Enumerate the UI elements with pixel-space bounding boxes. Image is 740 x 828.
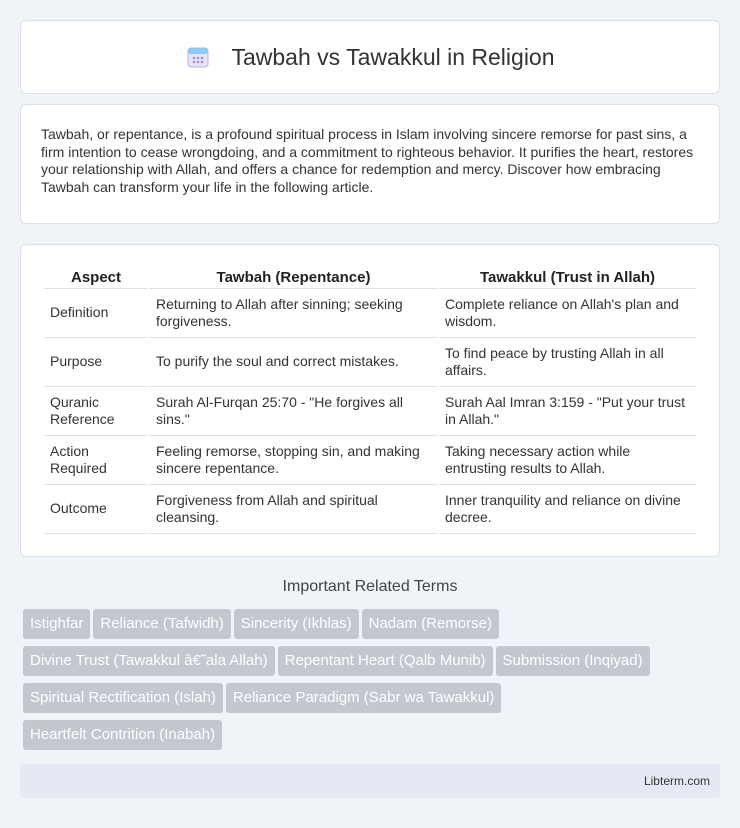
related-terms-list: [23, 609, 723, 757]
term-tag[interactable]: Heartfelt Contrition (Inabah): [23, 720, 222, 750]
cell-tawakkul: To find peace by trusting Allah in all affairs.: [439, 338, 696, 387]
header-tawbah: Tawbah (Repentance): [150, 265, 437, 289]
cell-tawbah: Forgiveness from Allah and spiritual cleansing.: [150, 485, 437, 534]
cell-tawbah: Surah Al-Furqan 25:70 - "He forgives all sins.": [150, 387, 437, 436]
term-tag[interactable]: Istighfar: [23, 609, 90, 639]
term-tag[interactable]: Divine Trust (Tawakkul â€˜ala Allah): [23, 646, 275, 676]
intro-text: Tawbah, or repentance, is a profound spiritual process in Islam involving sincere remorse for past sins, a firm intention to cease wrongdoing, and a commitment to righteous behavior. It purifies the heart, restores your relationship with Allah, and offers a chance for redemption and mercy. Discover how embracing Tawbah can transform your life in the following article.: [41, 126, 694, 195]
cell-tawbah: Feeling remorse, stopping sin, and making sincere repentance.: [150, 436, 437, 485]
footer: [20, 764, 720, 798]
related-terms-title: Important Related Terms: [282, 578, 458, 595]
cell-tawbah: To purify the soul and correct mistakes.: [150, 338, 437, 387]
page-title: Tawbah vs Tawakkul in Religion: [231, 43, 555, 70]
table-row: [44, 289, 696, 338]
cell-aspect: Quranic Reference: [44, 387, 148, 436]
cell-tawakkul: Taking necessary action while entrusting results to Allah.: [439, 436, 696, 485]
cell-aspect: Action Required: [44, 436, 148, 485]
header-card: [20, 20, 720, 94]
cell-aspect: Definition: [44, 289, 148, 338]
table-row: [44, 338, 696, 387]
intro-card: [20, 104, 720, 224]
term-tag[interactable]: Sincerity (Ikhlas): [234, 609, 359, 639]
header-tawakkul: Tawakkul (Trust in Allah): [439, 265, 696, 289]
table-header-row: [44, 265, 696, 289]
cell-aspect: Outcome: [44, 485, 148, 534]
cell-tawakkul: Complete reliance on Allah's plan and wisdom.: [439, 289, 696, 338]
cell-tawbah: Returning to Allah after sinning; seeking forgiveness.: [150, 289, 437, 338]
footer-site-link[interactable]: Libterm.com: [643, 774, 710, 788]
table-row: [44, 436, 696, 485]
table-row: [44, 485, 696, 534]
cell-aspect: Purpose: [44, 338, 148, 387]
calendar-icon: [185, 44, 211, 70]
term-tag[interactable]: Reliance Paradigm (Sabr wa Tawakkul): [226, 683, 502, 713]
table-row: [44, 387, 696, 436]
term-tag[interactable]: Reliance (Tafwidh): [93, 609, 230, 639]
term-tag[interactable]: Nadam (Remorse): [362, 609, 499, 639]
header-aspect: Aspect: [44, 265, 148, 289]
term-tag[interactable]: Repentant Heart (Qalb Munib): [278, 646, 493, 676]
comparison-table-card: [20, 244, 720, 557]
cell-tawakkul: Surah Aal Imran 3:159 - "Put your trust in Allah.": [439, 387, 696, 436]
term-tag[interactable]: Spiritual Rectification (Islah): [23, 683, 223, 713]
term-tag[interactable]: Submission (Inqiyad): [496, 646, 650, 676]
comparison-table: [42, 265, 698, 534]
cell-tawakkul: Inner tranquility and reliance on divine decree.: [439, 485, 696, 534]
